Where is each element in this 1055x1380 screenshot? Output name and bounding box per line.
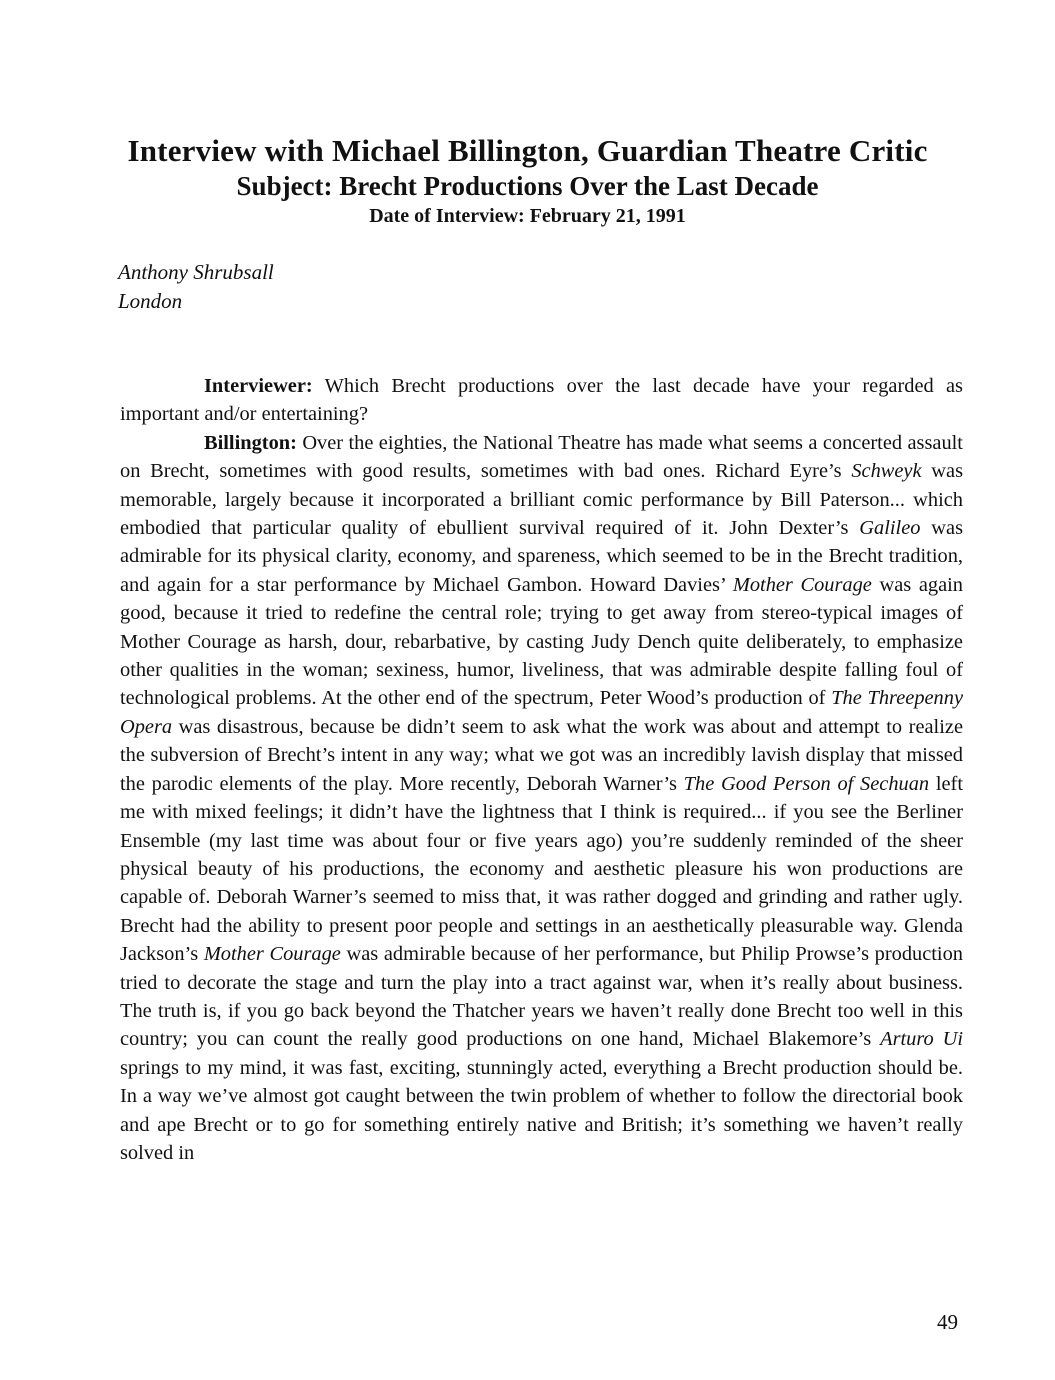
- answer-text: was admirable because of her performance, but Philip Prowse’s production tried to decorate the stage and turn the play into a tract against war, when it’s really about business. The truth is, if you go back beyond the Thatcher years we haven’t really done Brecht too well in this country; you can count the really good productions on one hand, Michael Blakemore’s: [120, 943, 963, 1051]
- play-title: Mother Courage: [203, 943, 341, 966]
- play-title: The Good Person of Sechuan: [683, 772, 930, 795]
- page-number: 49: [937, 1310, 958, 1334]
- question-paragraph: [120, 372, 963, 429]
- play-title: Galileo: [859, 517, 921, 540]
- author-location: London: [118, 289, 183, 313]
- answer-text: Over the eighties, the National Theatre has made what seems a concerted assault on Brecht, sometimes with good results, sometimes with bad ones. Richard Eyre’s: [120, 431, 963, 483]
- play-title: Mother Courage: [732, 573, 872, 596]
- author-name: Anthony Shrubsall: [118, 260, 274, 284]
- answer-text: was disastrous, because be didn’t seem to ask what the work was about and attempt to realize the subversion of Brecht’s intent in any way; what we got was an incredibly lavish display that missed the parodic elements of the play. More recently, Deborah Warner’s: [120, 715, 963, 795]
- play-title: Schweyk: [851, 460, 922, 483]
- answer-text: springs to my mind, it was fast, exciting, stunningly acted, everything a Brecht production should be. In a way we’ve almost got caught between the twin problem of whether to follow the directorial book and ape Brecht or to go for something entirely native and British; it’s something we haven’t really solved in: [120, 1056, 963, 1164]
- answer-paragraph: [120, 429, 963, 1168]
- billington-label: Billington:: [204, 431, 297, 454]
- answer-text: left me with mixed feelings; it didn’t have the lightness that I think is required... if you see the Berliner Ensemble (my last time was about four or five years ago) you’re suddenly reminded of the sheer physical beauty of his productions, the economy and aesthetic pleasure his won productions are capable of. Deborah Warner’s seemed to miss that, it was rather dogged and grinding and rather ugly. Brecht had the ability to present poor people and settings in an aesthetically pleasurable way. Glenda Jackson’s: [120, 772, 963, 966]
- subject-line: Subject: Brecht Productions Over the Last Decade: [236, 171, 819, 201]
- answer-text: was again good, because it tried to redefine the central role; trying to get away from stereo-typical images of Mother Courage as harsh, dour, rebarbative, by casting Judy Dench quite deliberately, to emphasize other qualities in the woman; sexiness, humor, liveliness, that was admirable despite falling foul of technological problems. At the other end of the spectrum, Peter Wood’s production of: [120, 573, 963, 710]
- interviewer-label: Interviewer:: [204, 375, 313, 397]
- answer-text: was admirable for its physical clarity, economy, and spareness, which seemed to be in the Brecht tradition, and again for a star performance by Michael Gambon. Howard Davies’: [120, 517, 963, 596]
- play-title: Arturo Ui: [880, 1028, 963, 1051]
- page-title: Interview with Michael Billington, Guardian Theatre Critic: [127, 133, 928, 168]
- play-title: The Threepenny Opera: [120, 687, 964, 738]
- question-text: Which Brecht productions over the last decade have your regarded as important and/or entertaining?: [120, 375, 963, 426]
- interview-date: Date of Interview: February 21, 1991: [369, 205, 686, 227]
- answer-text: was memorable, largely because it incorporated a brilliant comic performance by Bill Paterson... which embodied that particular quality of ebullient survival required of it. John Dexter’s: [120, 460, 963, 540]
- author-block: [118, 258, 274, 316]
- interview-body: [120, 372, 963, 1167]
